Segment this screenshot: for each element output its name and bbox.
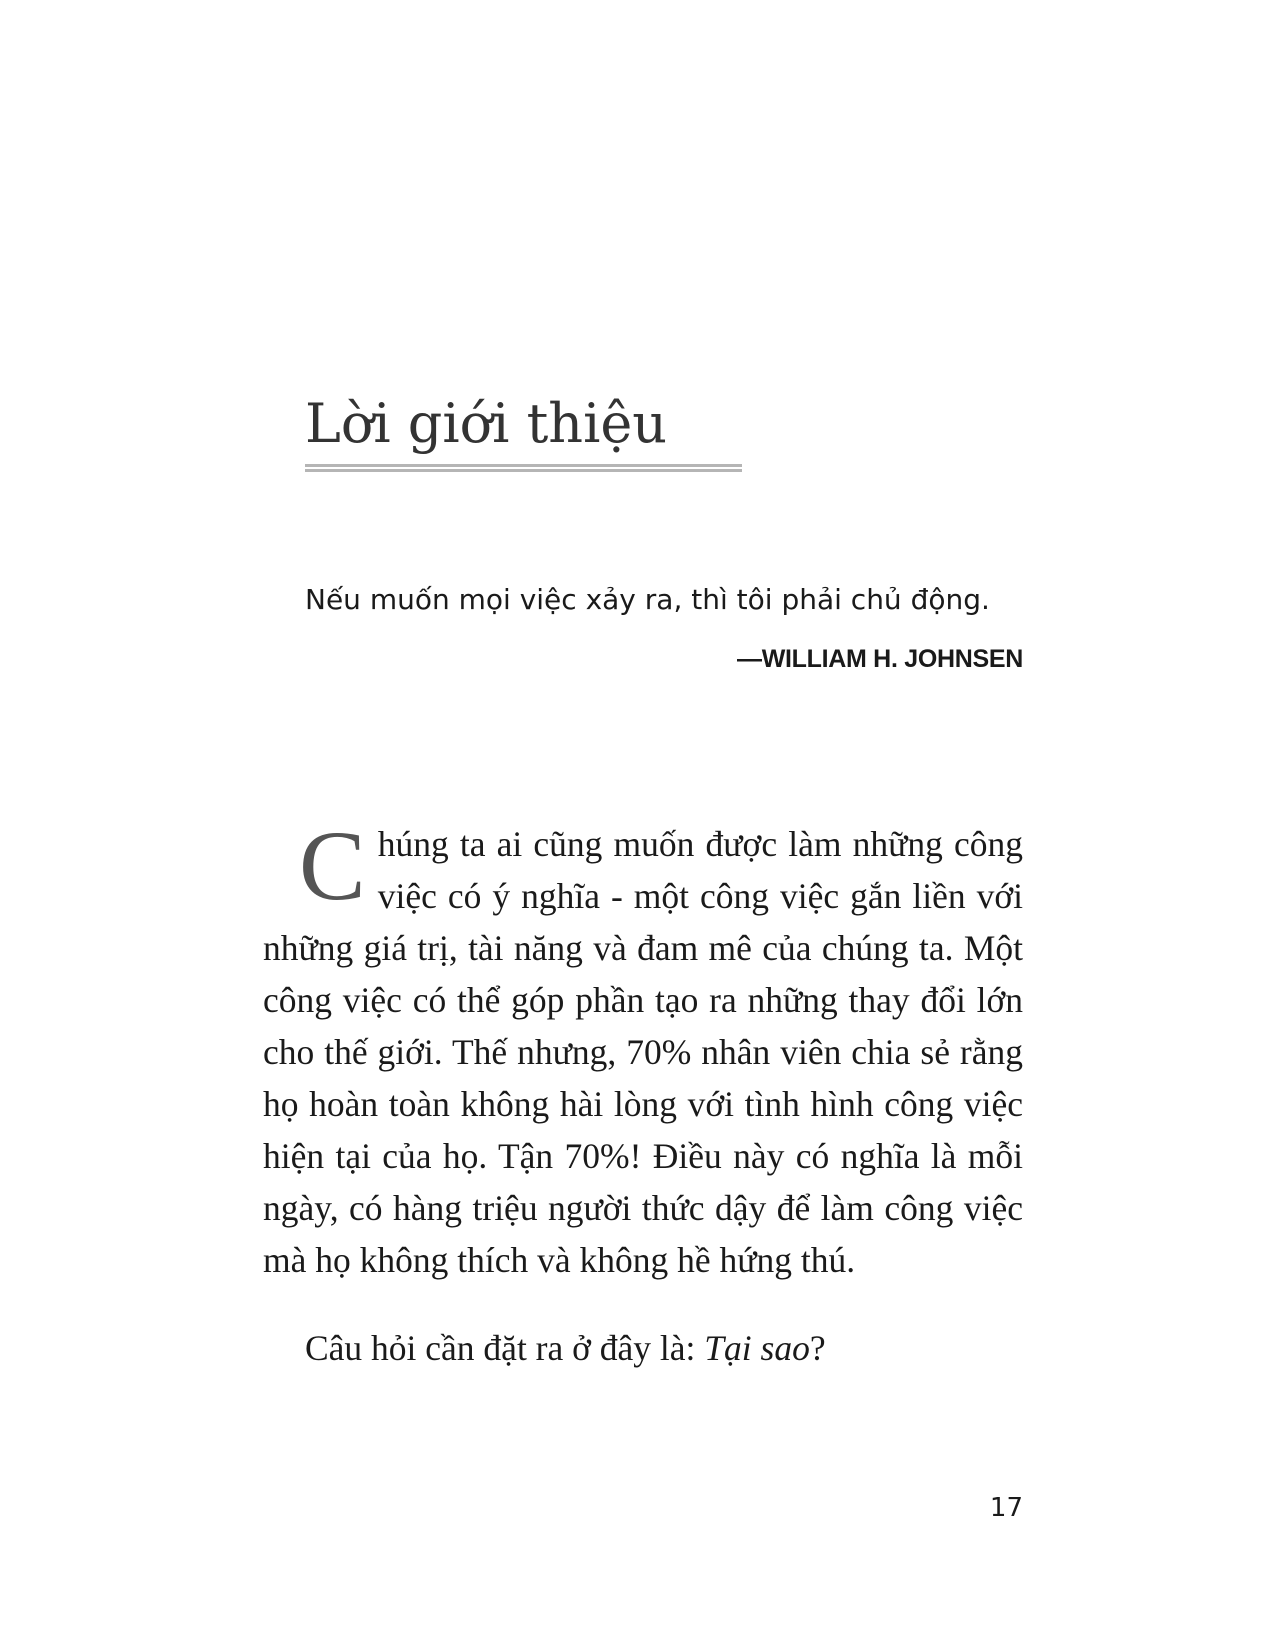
drop-cap: C — [299, 810, 366, 921]
title-underline-top — [305, 464, 742, 467]
paragraph-text: húng ta ai cũng muốn được làm những công việc có ý nghĩa - một công việc gắn liền với những giá trị, tài năng và đam mê của chúng ta. Một công việc có thể góp phần tạo ra những thay đổi lớn cho thế giới. Thế nhưng, 70% nhân viên chia sẻ rằng họ hoàn toàn không hài lòng với tình hình công việc hiện tại của họ. Tận 70%! Điều này có nghĩa là mỗi ngày, có hàng triệu người thức dậy để làm công việc mà họ không thích và không hề hứng thú. — [263, 824, 1023, 1280]
question-emphasis: Tại sao — [704, 1328, 810, 1368]
title-underline — [305, 464, 742, 472]
epigraph-author: —WILLIAM H. JOHNSEN — [737, 645, 1023, 673]
question-mark: ? — [809, 1328, 826, 1368]
paragraph — [263, 810, 1023, 1286]
paragraph-question — [263, 1322, 1023, 1374]
body-text — [263, 810, 1023, 1374]
epigraph-quote: Nếu muốn mọi việc xảy ra, thì tôi phải chủ động. — [305, 583, 990, 616]
question-lead: Câu hỏi cần đặt ra ở đây là: — [305, 1328, 705, 1368]
page-number: 17 — [989, 1493, 1023, 1523]
epigraph — [305, 580, 1023, 673]
chapter-title: Lời giới thiệu — [305, 392, 668, 455]
title-underline-bottom — [305, 469, 742, 472]
